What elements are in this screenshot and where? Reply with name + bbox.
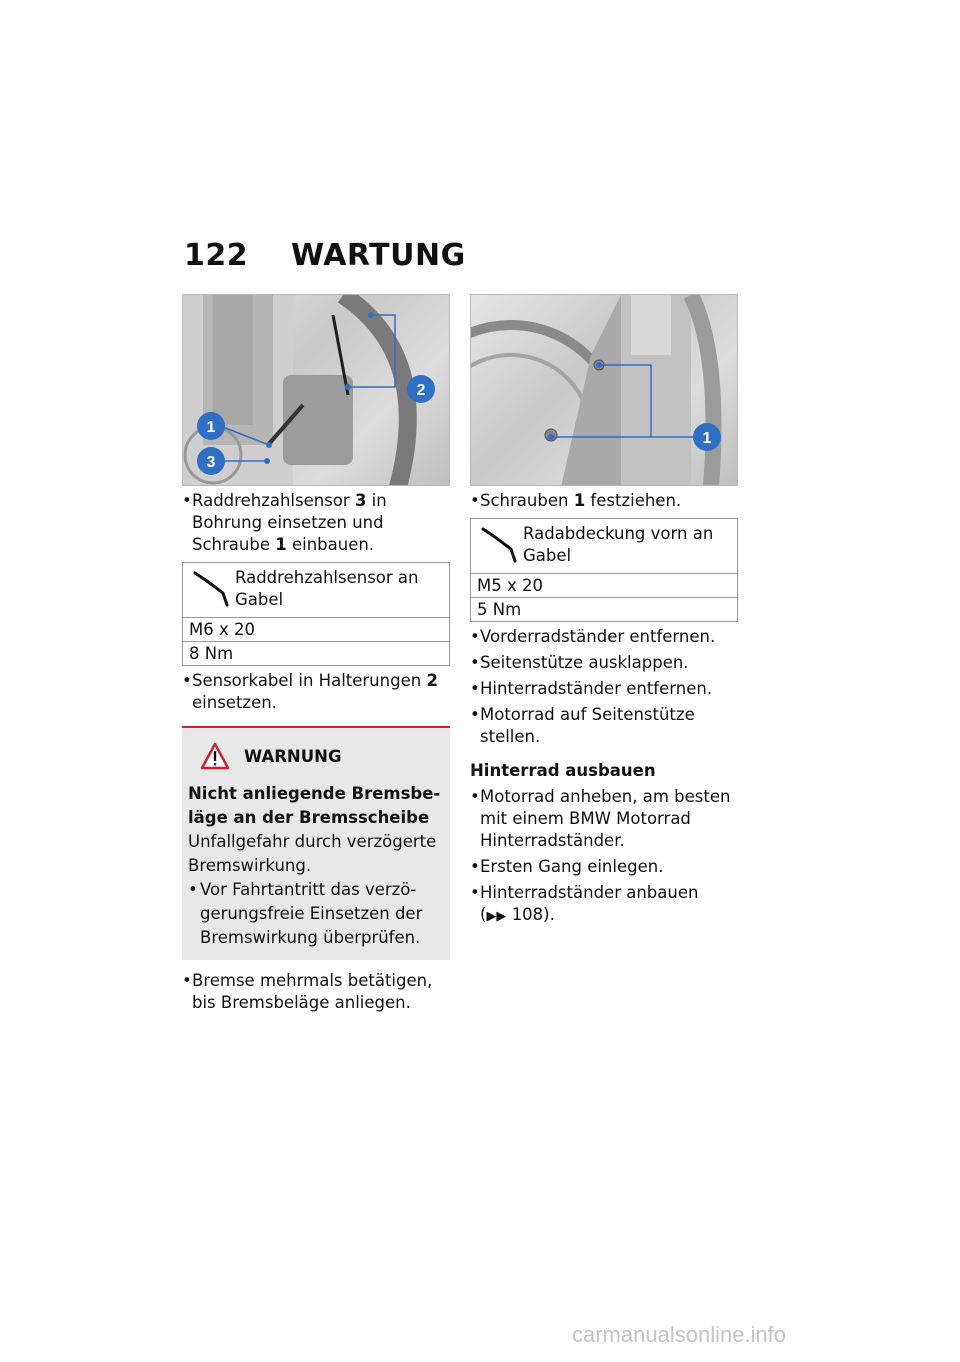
warning-triangle-icon bbox=[200, 742, 230, 770]
warning-item: • Vor Fahrtantritt das verzögerungsfreie Einsetzen der Bremswirkung überprüfen. bbox=[188, 878, 444, 950]
page-reference-arrow-icon: ▶▶ bbox=[486, 909, 507, 924]
spec-title: Raddrehzahlsensor an Gabel bbox=[235, 568, 419, 609]
front-fork-photo bbox=[470, 294, 738, 486]
section-heading: Hinterrad ausbauen bbox=[470, 761, 656, 780]
step-list-item: • Motorrad anheben, am besten mit einem BMW Motorrad Hinterradständer. bbox=[470, 786, 738, 852]
page-header bbox=[184, 238, 466, 273]
spec-torque: 5 Nm bbox=[477, 600, 522, 619]
callout-3: 3 bbox=[206, 454, 216, 471]
warning-box bbox=[182, 726, 450, 960]
step-list-item: • Seitenstütze ausklappen. bbox=[470, 652, 738, 674]
step-list-item: • Vorderradständer entfernen. bbox=[470, 626, 738, 648]
step-list-item: • Motorrad auf Seitenstütze stellen. bbox=[470, 704, 738, 748]
step-page-reference: • Hinterradständer anbauen (▶▶ 108). bbox=[470, 882, 738, 928]
warning-title: Nicht anliegende Bremsbeläge an der Bremsscheibe bbox=[188, 784, 441, 827]
step-list-item: • Ersten Gang einlegen. bbox=[470, 856, 738, 878]
wrench-icon bbox=[477, 523, 523, 567]
torque-spec-sensor bbox=[182, 562, 450, 666]
step-list-item: • Hinterradständer entfernen. bbox=[470, 678, 738, 700]
page-reference-link[interactable]: 108). bbox=[511, 905, 555, 924]
right-column bbox=[470, 294, 738, 928]
callout-1-right: 1 bbox=[702, 430, 712, 447]
page-number: 122 bbox=[184, 238, 249, 273]
photo-illustration bbox=[183, 295, 450, 486]
step-tighten-screws: • Schrauben 1 festziehen. bbox=[470, 490, 738, 512]
left-column bbox=[182, 294, 450, 1014]
warning-text: Unfallgefahr durch verzögerte Bremswirkung. bbox=[188, 832, 437, 875]
spec-size: M6 x 20 bbox=[183, 618, 449, 642]
callout-1: 1 bbox=[206, 419, 216, 436]
photo-illustration-right bbox=[471, 295, 738, 486]
spec-torque: 8 Nm bbox=[189, 644, 234, 663]
watermark: carmanualsonline.info bbox=[572, 1322, 787, 1347]
torque-spec-cover bbox=[470, 518, 738, 622]
wheel-sensor-photo bbox=[182, 294, 450, 486]
step-sensor-cable: • Sensorkabel in Halterungen 2 einsetzen. bbox=[182, 670, 450, 714]
warning-label: WARNUNG bbox=[244, 746, 342, 766]
callout-2: 2 bbox=[416, 382, 426, 399]
spec-title: Radabdeckung vorn an Gabel bbox=[523, 524, 714, 565]
step-install-sensor: • Raddrehzahlsensor 3 in Bohrung einsetzen und Schraube 1 einbauen. bbox=[182, 490, 450, 556]
step-brake: • Bremse mehrmals betätigen, bis Bremsbeläge anliegen. bbox=[182, 970, 450, 1014]
wrench-icon bbox=[189, 567, 235, 611]
spec-size: M5 x 20 bbox=[471, 574, 737, 598]
section-title: WARTUNG bbox=[290, 238, 466, 273]
